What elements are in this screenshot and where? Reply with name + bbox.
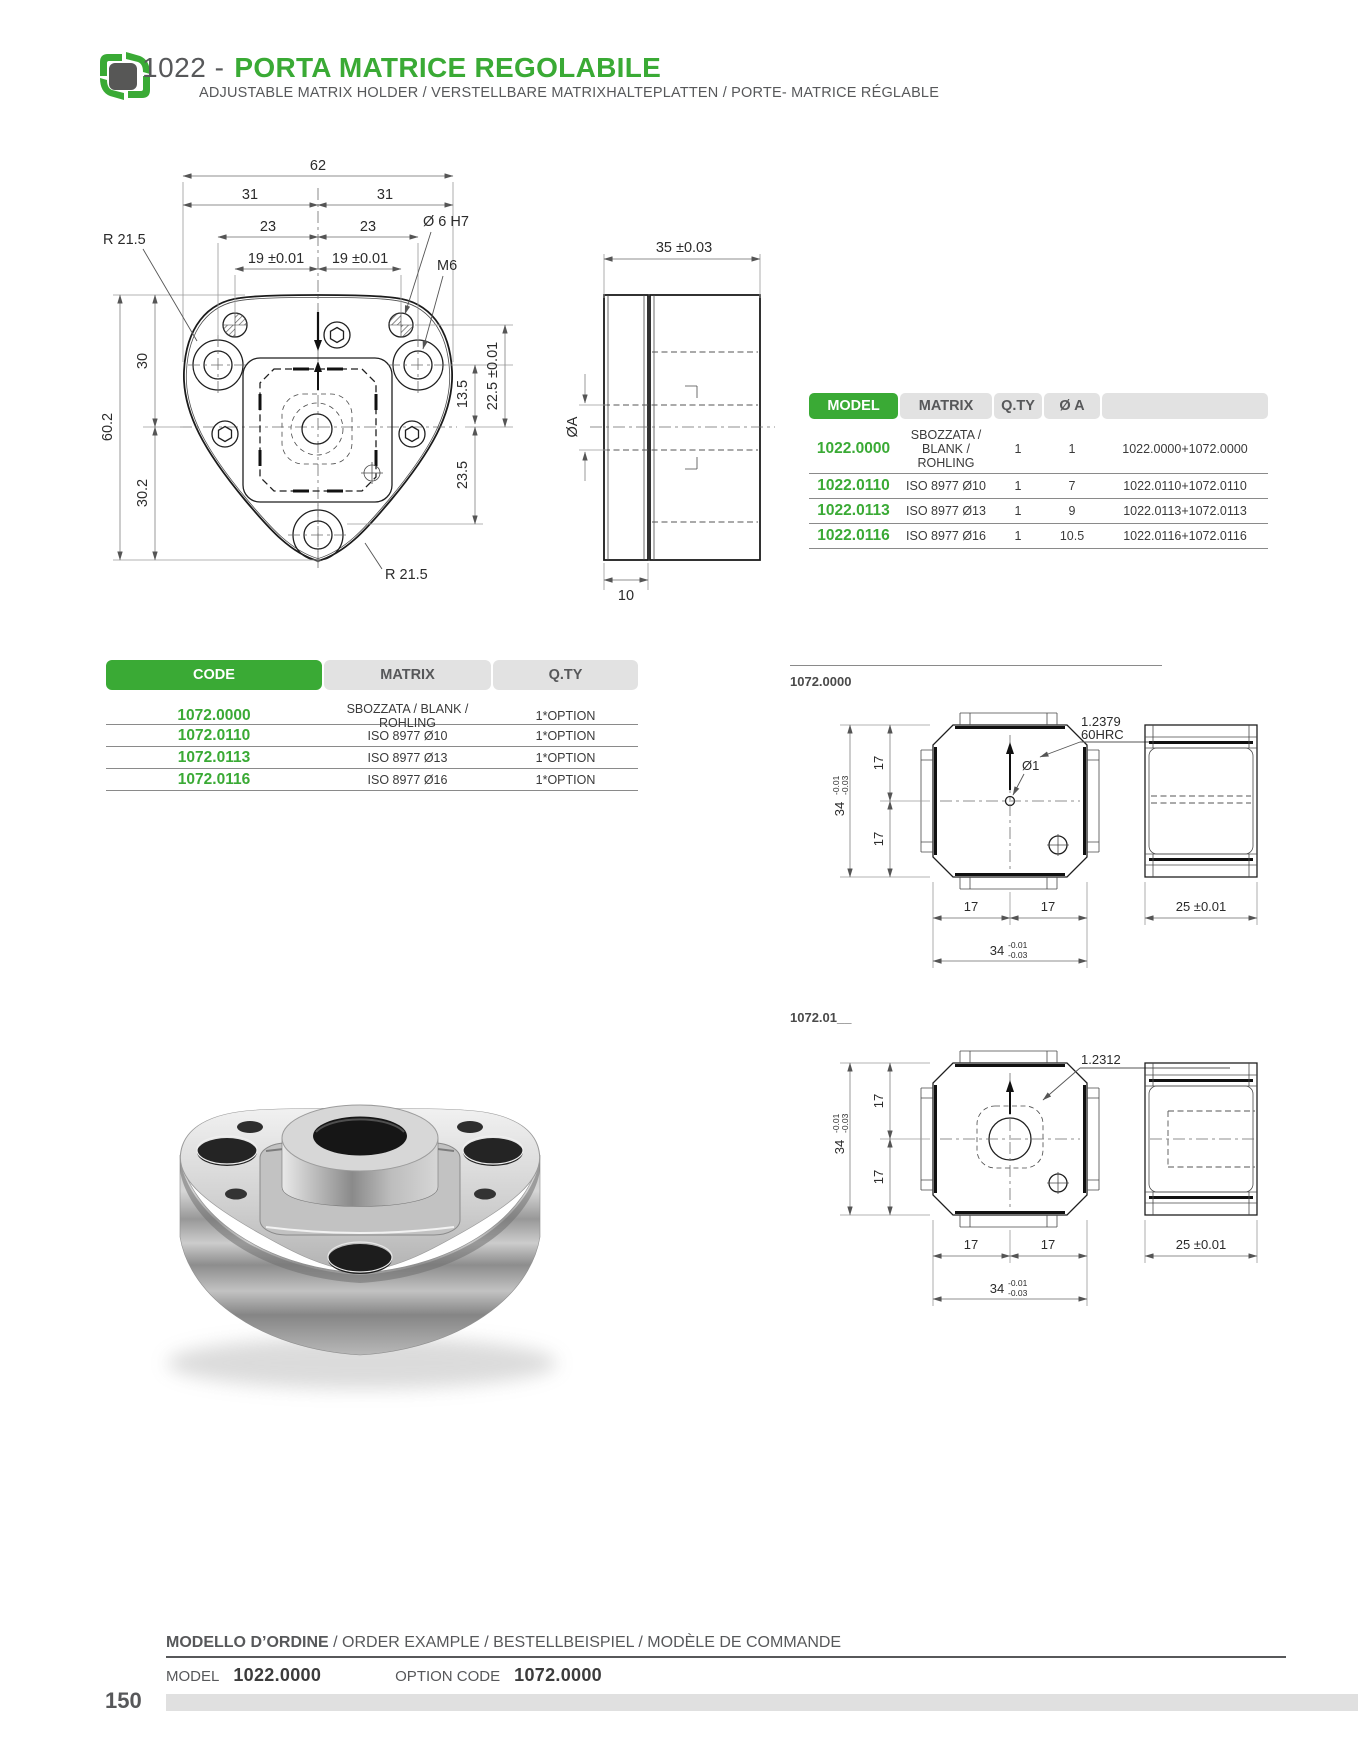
insert2-side — [1145, 1063, 1257, 1263]
table-row: 1072.0110 ISO 8977 Ø10 1*OPTION — [106, 725, 638, 747]
svg-text:1.2312: 1.2312 — [1081, 1052, 1121, 1067]
order-example-line — [166, 1665, 602, 1686]
svg-text:34: 34 — [989, 943, 1005, 958]
svg-text:17: 17 — [871, 755, 886, 771]
svg-text:ØA: ØA — [565, 416, 581, 438]
insert1-side — [1145, 725, 1257, 925]
option-code-value: 1072.0000 — [514, 1665, 602, 1685]
product-photo — [130, 975, 600, 1415]
svg-text:-0.01: -0.01 — [1008, 1278, 1028, 1288]
page-footer-bar — [166, 1694, 1358, 1711]
svg-text:-0.01: -0.01 — [831, 1113, 841, 1133]
table-row: 1072.0000 SBOZZATA / BLANK / ROHLING 1*OPTION — [106, 696, 638, 725]
svg-text:60.2: 60.2 — [100, 412, 116, 442]
col-matrix: MATRIX — [324, 660, 491, 690]
page-title: PORTA MATRICE REGOLABILE — [234, 52, 662, 83]
insert1-front — [921, 713, 1230, 889]
svg-text:31: 31 — [376, 187, 394, 203]
svg-text:Ø 6 H7: Ø 6 H7 — [423, 214, 469, 230]
insert-label-1: 1072.0000 — [790, 674, 852, 689]
order-example-title: MODELLO D’ORDINE / ORDER EXAMPLE / BESTELLBEISPIEL / MODÈLE DE COMMANDE — [166, 1634, 842, 1651]
main-technical-drawing — [85, 122, 785, 604]
svg-text:13.5: 13.5 — [455, 379, 471, 409]
svg-text:62: 62 — [309, 158, 327, 174]
footer-rule — [166, 1656, 1286, 1658]
col-qty: Q.TY — [994, 393, 1042, 419]
svg-text:23: 23 — [259, 219, 277, 235]
product-code: 1022 - — [142, 52, 225, 83]
front-view — [180, 188, 457, 569]
svg-text:34: 34 — [989, 1281, 1005, 1296]
svg-text:17: 17 — [871, 1169, 886, 1185]
svg-text:30: 30 — [135, 352, 151, 370]
svg-text:-0.03: -0.03 — [1008, 950, 1028, 960]
svg-text:60HRC: 60HRC — [1081, 727, 1124, 742]
table-row: 1072.0116 ISO 8977 Ø16 1*OPTION — [106, 769, 638, 791]
page-number: 150 — [105, 1688, 142, 1713]
model-value: 1022.0000 — [233, 1665, 322, 1685]
svg-text:25 ±0.01: 25 ±0.01 — [1175, 1237, 1227, 1252]
col-combo — [1102, 393, 1268, 419]
svg-text:34: 34 — [832, 801, 847, 817]
section-divider — [790, 665, 1162, 666]
svg-text:-0.01: -0.01 — [1008, 940, 1028, 950]
model-table-header — [809, 393, 1268, 419]
svg-text:-0.03: -0.03 — [1008, 1288, 1028, 1298]
svg-text:17: 17 — [963, 899, 979, 914]
part-center-boss — [282, 1105, 438, 1207]
svg-text:M6: M6 — [437, 258, 458, 274]
code-table-header — [106, 660, 638, 690]
svg-text:34: 34 — [832, 1139, 847, 1155]
side-view — [565, 240, 775, 604]
svg-text:10: 10 — [617, 588, 635, 604]
table-row: 1072.0113 ISO 8977 Ø13 1*OPTION — [106, 747, 638, 769]
svg-text:-0.01: -0.01 — [831, 775, 841, 795]
svg-text:17: 17 — [1040, 1237, 1056, 1252]
option-code-label: OPTION CODE — [395, 1668, 501, 1685]
svg-text:-0.03: -0.03 — [840, 775, 850, 795]
svg-text:R 21.5: R 21.5 — [103, 232, 146, 248]
page-subtitle: ADJUSTABLE MATRIX HOLDER / VERSTELLBARE MATRIXHALTEPLATTEN / PORTE- MATRICE RÉGLABLE — [199, 85, 940, 101]
table-row: 1022.0116 ISO 8977 Ø16 1 10.5 1022.0116+1072.0116 — [809, 524, 1268, 549]
option-code-table — [106, 660, 638, 791]
col-qty: Q.TY — [493, 660, 638, 690]
svg-text:23: 23 — [359, 219, 377, 235]
table-row: 1022.0000 SBOZZATA / BLANK / ROHLING 1 1 1022.0000+1072.0000 — [809, 419, 1268, 474]
insert-drawing-2 — [790, 1028, 1300, 1328]
svg-text:Ø1: Ø1 — [1022, 758, 1040, 773]
svg-text:35 ±0.03: 35 ±0.03 — [655, 240, 713, 256]
model-table — [809, 393, 1268, 549]
svg-text:19 ±0.01: 19 ±0.01 — [331, 251, 389, 267]
svg-text:19 ±0.01: 19 ±0.01 — [247, 251, 305, 267]
svg-text:17: 17 — [1040, 899, 1056, 914]
svg-text:30.2: 30.2 — [135, 478, 151, 508]
col-dia: Ø A — [1044, 393, 1100, 419]
svg-text:23.5: 23.5 — [455, 460, 471, 490]
datum-symbol — [361, 462, 383, 484]
table-row: 1022.0113 ISO 8977 Ø13 1 9 1022.0113+1072.0113 — [809, 499, 1268, 524]
col-matrix: MATRIX — [900, 393, 992, 419]
insert-label-2: 1072.01__ — [790, 1010, 852, 1025]
col-model: MODEL — [809, 393, 898, 419]
svg-text:17: 17 — [871, 1093, 886, 1109]
svg-text:31: 31 — [241, 187, 259, 203]
table-row: 1022.0110 ISO 8977 Ø10 1 7 1022.0110+1072.0110 — [809, 474, 1268, 499]
svg-text:22.5 ±0.01: 22.5 ±0.01 — [485, 341, 501, 411]
svg-text:R 21.5: R 21.5 — [385, 567, 428, 583]
col-code: CODE — [106, 660, 322, 690]
svg-text:17: 17 — [871, 831, 886, 847]
svg-text:25 ±0.01: 25 ±0.01 — [1175, 899, 1227, 914]
model-label: MODEL — [166, 1668, 220, 1685]
svg-text:-0.03: -0.03 — [840, 1113, 850, 1133]
svg-text:1.2379: 1.2379 — [1081, 714, 1121, 729]
insert-drawing-1 — [790, 690, 1300, 990]
svg-text:17: 17 — [963, 1237, 979, 1252]
